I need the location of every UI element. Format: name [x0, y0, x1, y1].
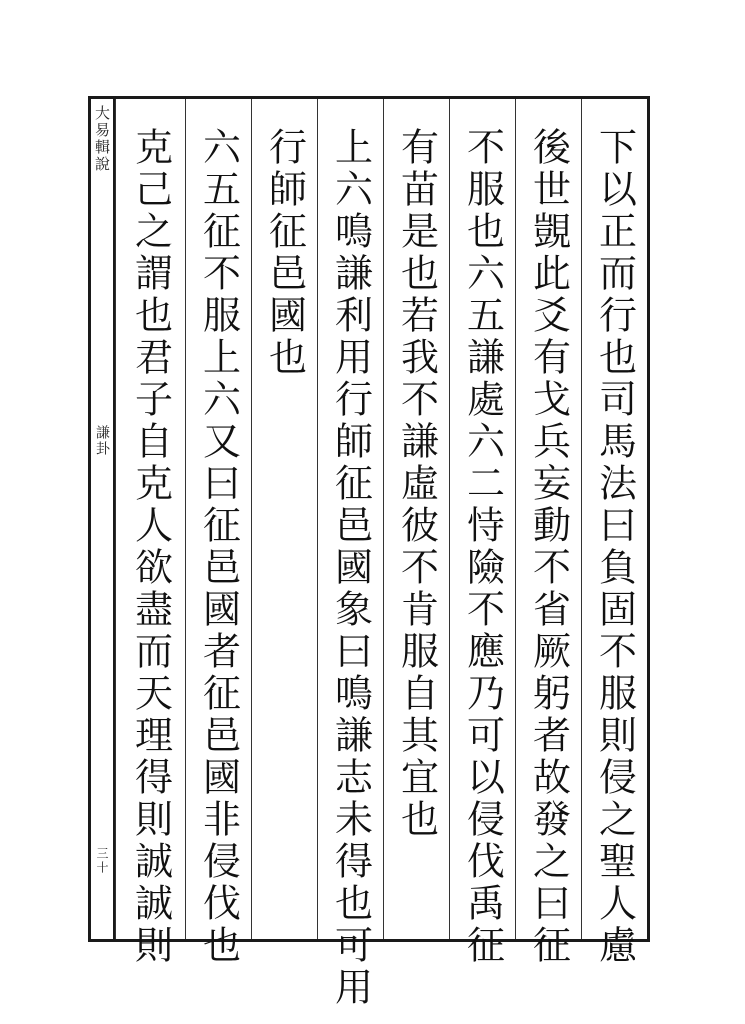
- column-text: 行師征邑國也: [262, 127, 307, 379]
- text-column-7: [185, 99, 251, 967]
- column-text: 下以正而行也司馬法曰負固不服則侵之聖人慮: [592, 127, 637, 967]
- book-title: 大易輯說: [93, 105, 111, 173]
- column-text: 上六鳴謙利用行師征邑國象曰鳴謙志未得也可用: [328, 127, 373, 1009]
- column-text: 克己之謂也君子自克人欲盡而天理得則誠誠則: [128, 127, 173, 967]
- column-text: 不服也六五謙處六二恃險不應乃可以侵伐禹征: [460, 127, 505, 967]
- text-column-4: [383, 99, 449, 939]
- book-page: [88, 96, 650, 1009]
- text-column-6: [251, 99, 317, 939]
- section-title: 謙卦: [94, 425, 110, 457]
- margin-strip: [91, 99, 115, 939]
- text-column-8: [115, 99, 185, 967]
- folio-number: 三十: [95, 847, 109, 875]
- text-column-2: [515, 99, 581, 967]
- column-text: 有苗是也若我不謙虛彼不肯服自其宜也: [394, 127, 439, 841]
- column-text: 後世覬此爻有戈兵妄動不省厥躬者故發之曰征: [526, 127, 571, 967]
- text-column-3: [449, 99, 515, 967]
- text-column-1: [581, 99, 647, 967]
- column-text: 六五征不服上六又曰征邑國者征邑國非侵伐也: [196, 127, 241, 967]
- text-column-5: [317, 99, 383, 1009]
